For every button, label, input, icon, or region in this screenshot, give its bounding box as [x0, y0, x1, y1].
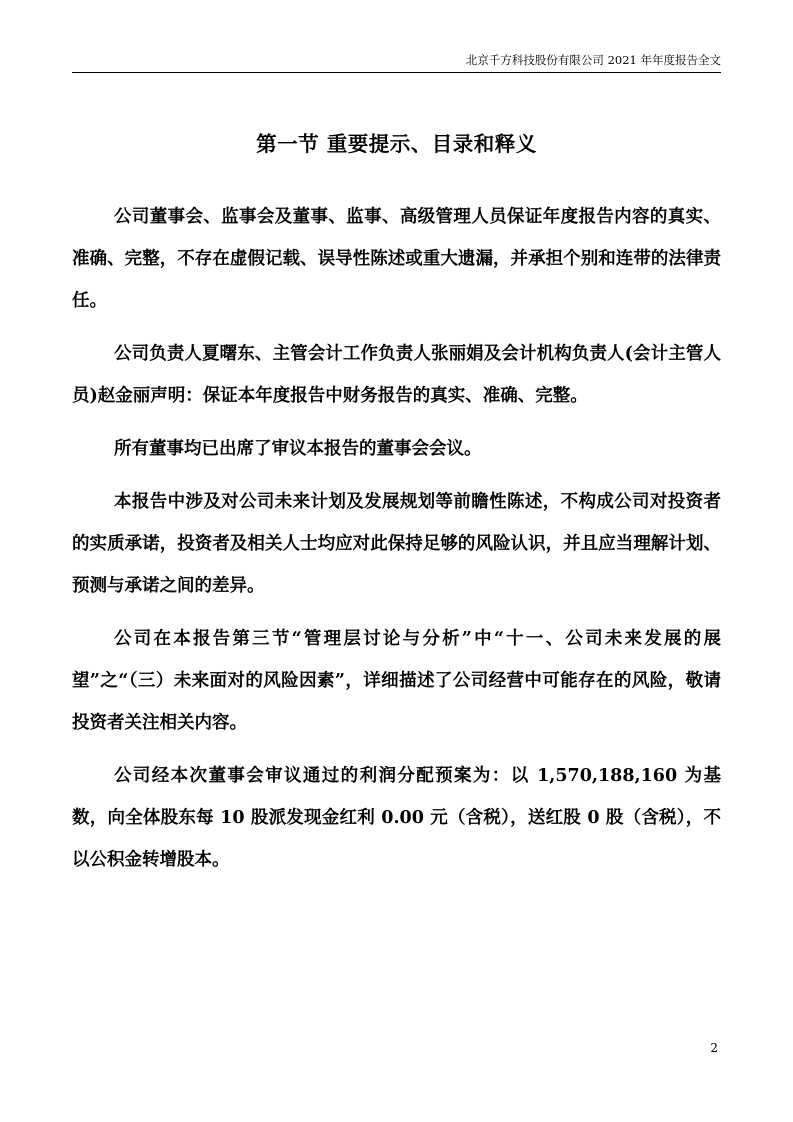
paragraph-responsible-persons: 公司负责人夏曙东、主管会计工作负责人张丽娟及会计机构负责人(会计主管人员)赵金丽声明：保证本年度报告中财务报告的真实、准确、完整。 [72, 344, 721, 406]
paragraph-profit-distribution: 公司经本次董事会审议通过的利润分配预案为：以 1,570,188,160 为基数，向全体股东每 10 股派发现金红利 0.00 元（含税），送红股 0 股（含税），不以公积金转增股本。 [72, 766, 721, 870]
section-title: 第一节 重要提示、目录和释义 [256, 132, 537, 156]
running-header [72, 52, 721, 73]
paragraph-forward-looking: 本报告中涉及对公司未来计划及发展规划等前瞻性陈述，不构成公司对投资者的实质承诺，投资者及相关人士均应对此保持足够的风险认识，并且应当理解计划、预测与承诺之间的差异。 [72, 492, 721, 596]
paragraph-risk-factors: 公司在本报告第三节“管理层讨论与分析”中“十一、公司未来发展的展望”之“（三）未来面对的风险因素”，详细描述了公司经营中可能存在的风险，敬请投资者关注相关内容。 [72, 629, 721, 733]
paragraph-accuracy-statement: 公司董事会、监事会及董事、监事、高级管理人员保证年度报告内容的真实、准确、完整，不存在虚假记载、误导性陈述或重大遗漏，并承担个别和连带的法律责任。 [72, 207, 721, 311]
page-number: 2 [710, 1041, 718, 1055]
document-body [72, 196, 721, 892]
paragraph-board-attendance: 所有董事均已出席了审议本报告的董事会会议。 [114, 439, 482, 459]
running-header-title: 北京千方科技股份有限公司 2021 年年度报告全文 [465, 53, 721, 67]
